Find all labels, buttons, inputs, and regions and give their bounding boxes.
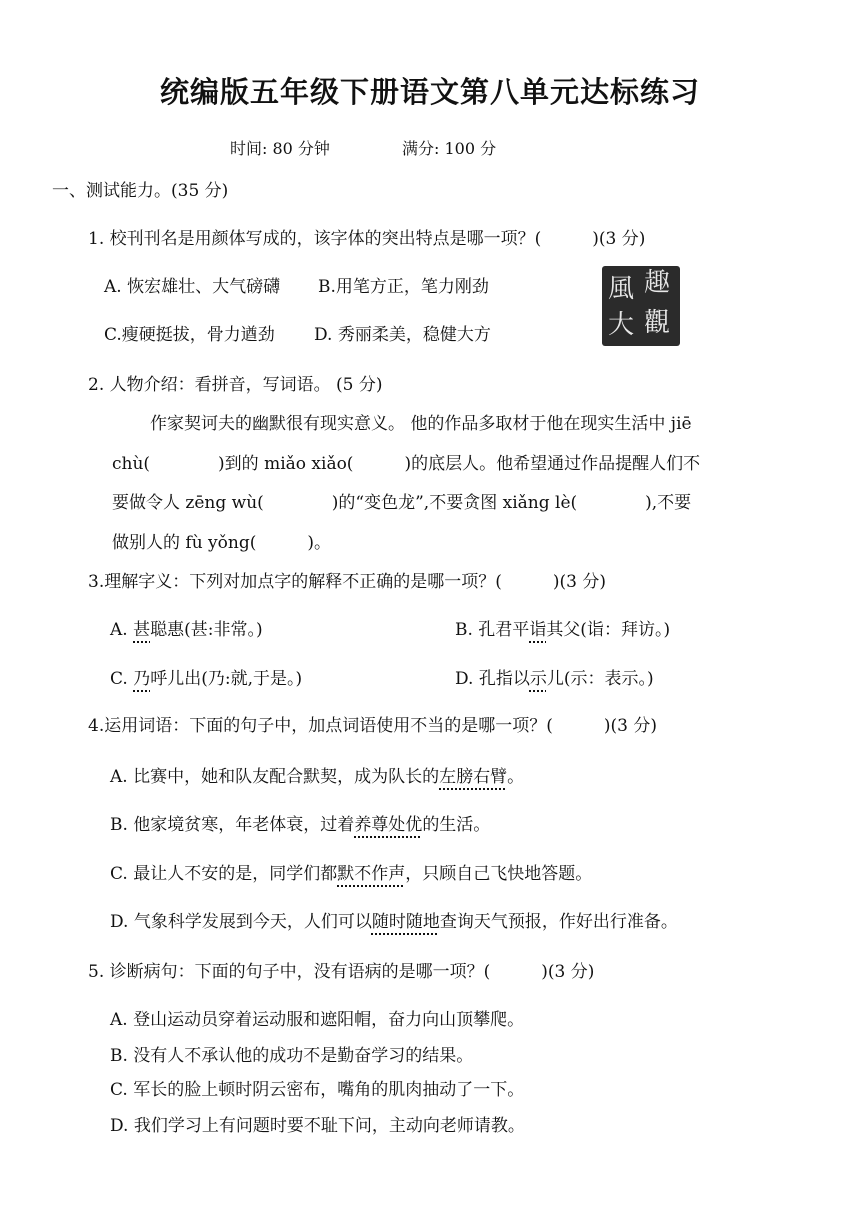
q2-passage-line: 要做令人 zēng wù( )的“变色龙”,不要贪图 xiǎng lè( ),不要 <box>112 493 692 513</box>
q3-option-b: B. 孔君平诣其父(诣：拜访。) <box>455 620 671 640</box>
q4-option-d: D. 气象科学发展到今天，人们可以随时随地查询天气预报，作好出行准备。 <box>110 912 678 932</box>
q3-option-d: D. 孔指以示儿(示：表示。) <box>455 669 654 689</box>
seal-char: 趣 <box>644 268 671 298</box>
q4-option-b: B. 他家境贫寒，年老体衰，过着养尊处优的生活。 <box>110 815 491 835</box>
q1-option-a: A. 恢宏雄壮、大气磅礴 <box>104 277 281 297</box>
question-3-stem: 3.理解字义：下列对加点字的解释不正确的是哪一项？( )(3 分) <box>88 572 606 592</box>
dotted-char: 示 <box>529 669 547 689</box>
seal-char: 風 <box>608 274 635 304</box>
q2-passage-line: chù( )到的 miǎo xiǎo( )的底层人。他希望通过作品提醒人们不 <box>112 454 701 474</box>
page-title: 统编版五年级下册语文第八单元达标练习 <box>159 75 700 109</box>
q1-option-b: B.用笔方正，笔力刚劲 <box>318 277 489 297</box>
seal-char: 大 <box>608 310 635 340</box>
q1-option-d: D. 秀丽柔美，稳健大方 <box>314 325 491 345</box>
q4-option-c: C. 最让人不安的是，同学们都默不作声，只顾自己飞快地答题。 <box>110 864 593 884</box>
q1-option-c: C.瘦硬挺拔，骨力遒劲 <box>104 325 275 345</box>
q2-passage-line: 作家契诃夫的幽默很有现实意义。 他的作品多取材于他在现实生活中 jiē <box>150 414 692 434</box>
q5-option-b: B. 没有人不承认他的成功不是勤奋学习的结果。 <box>110 1046 474 1066</box>
question-1-stem: 1. 校刊刊名是用颜体写成的，该字体的突出特点是哪一项？( )(3 分) <box>88 229 646 249</box>
dotted-char: 诣 <box>529 620 547 640</box>
q4-option-a: A. 比赛中，她和队友配合默契，成为队长的左膀右臂。 <box>110 767 525 787</box>
q2-passage-line: 做别人的 fù yǒng( )。 <box>112 533 331 553</box>
time-limit: 时间: 80 分钟 <box>230 139 330 158</box>
q3-option-a: A. 甚聪惠(甚:非常。) <box>110 620 263 640</box>
question-5-stem: 5. 诊断病句：下面的句子中，没有语病的是哪一项？( )(3 分) <box>88 962 595 982</box>
question-2-stem: 2. 人物介绍：看拼音，写词语。 (5 分) <box>88 375 383 395</box>
full-score: 满分: 100 分 <box>402 139 497 158</box>
section-heading: 一、测试能力。(35 分) <box>52 181 229 201</box>
q5-option-c: C. 军长的脸上顿时阴云密布，嘴角的肌肉抽动了一下。 <box>110 1080 525 1100</box>
q5-option-d: D. 我们学习上有问题时要不耻下问，主动向老师请教。 <box>110 1116 525 1136</box>
question-4-stem: 4.运用词语：下面的句子中，加点词语使用不当的是哪一项？( )(3 分) <box>88 716 657 736</box>
dotted-char: 甚 <box>133 620 151 640</box>
dotted-phrase: 养尊处优 <box>354 815 423 835</box>
q3-option-c: C. 乃呼儿出(乃:就,于是。) <box>110 669 303 689</box>
dotted-phrase: 默不作声 <box>337 864 406 884</box>
seal-char: 觀 <box>644 308 671 338</box>
dotted-char: 乃 <box>133 669 151 689</box>
calligraphy-seal-image <box>602 266 680 346</box>
dotted-phrase: 左膀右臂 <box>439 767 508 787</box>
q5-option-a: A. 登山运动员穿着运动服和遮阳帽，奋力向山顶攀爬。 <box>110 1010 525 1030</box>
dotted-phrase: 随时随地 <box>371 912 440 932</box>
